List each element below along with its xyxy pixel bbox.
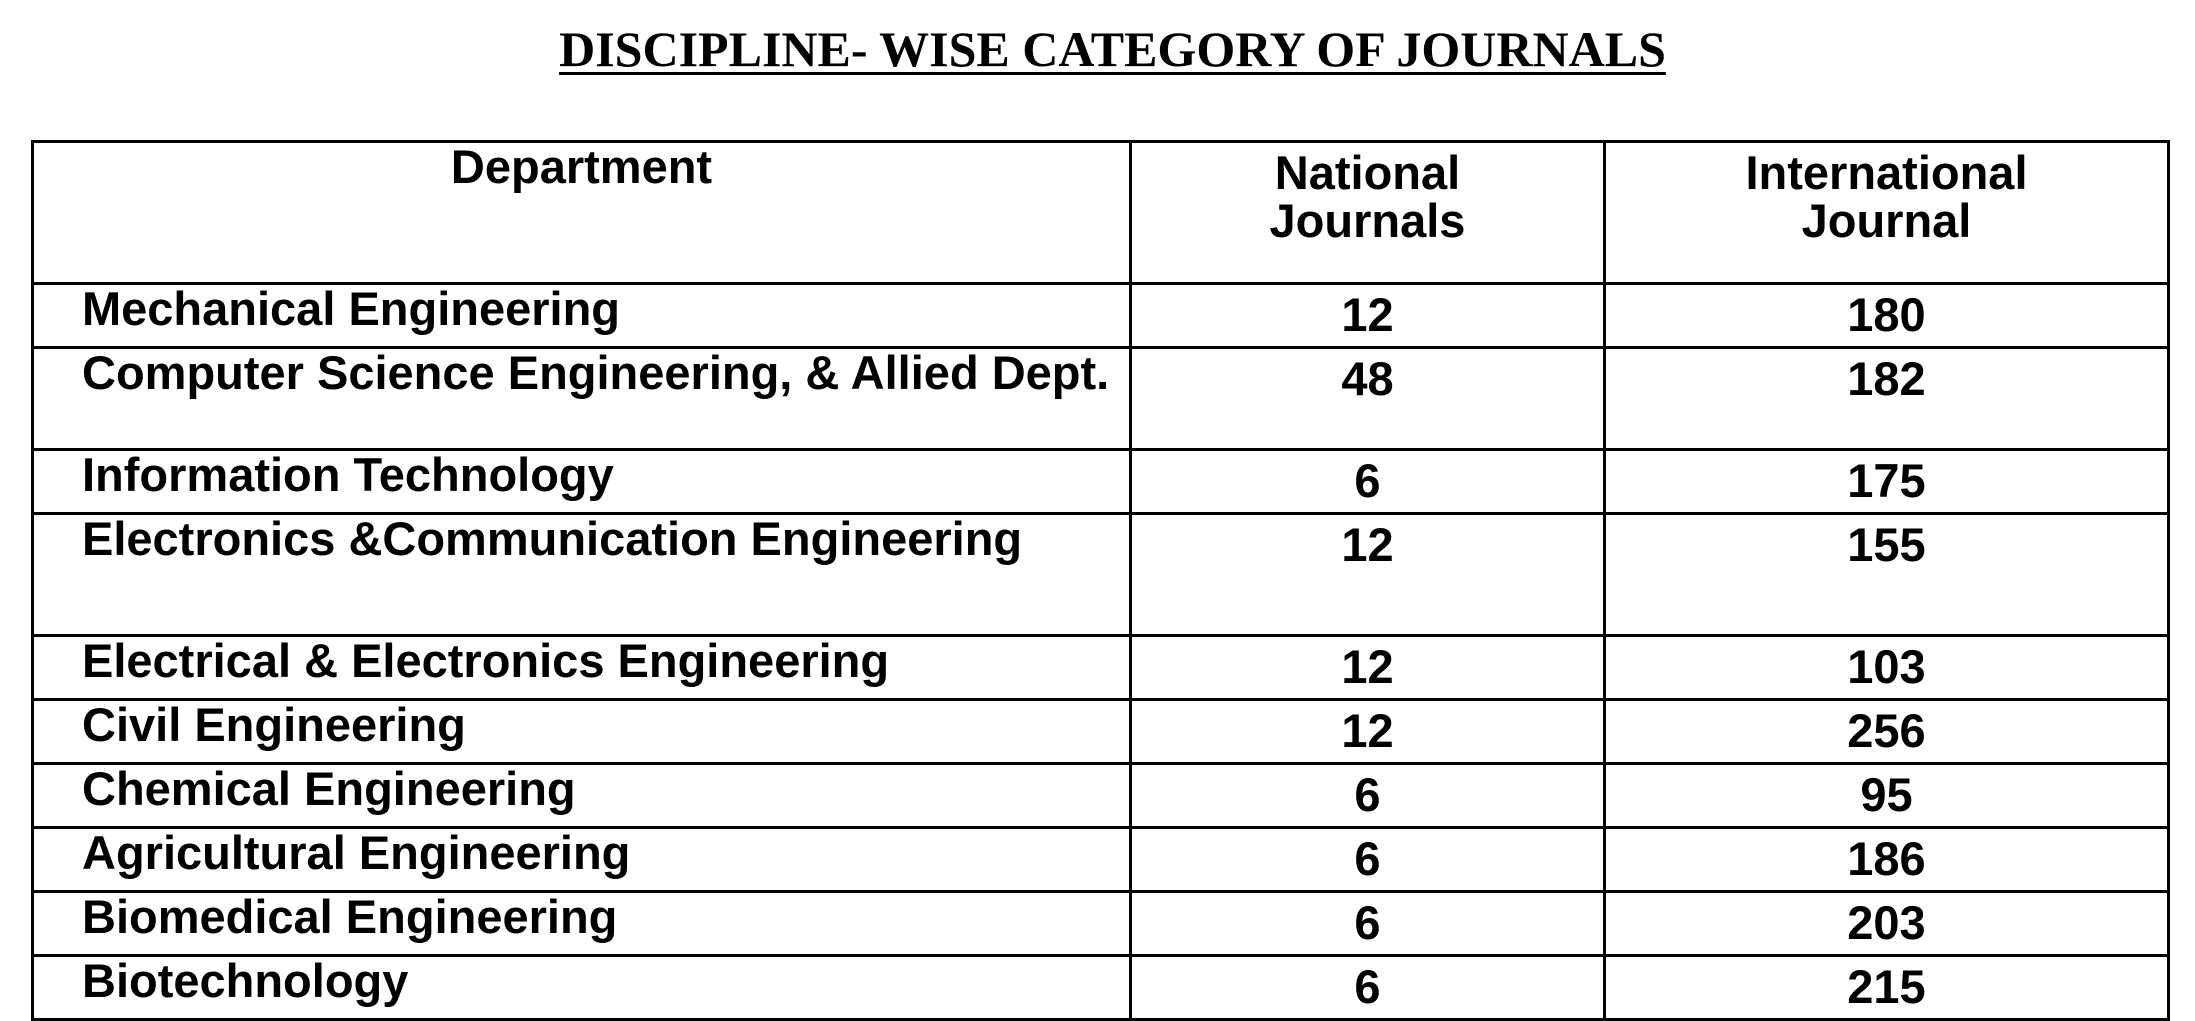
- table-row: [33, 700, 2169, 764]
- international-count-cell: 103: [1605, 636, 2169, 700]
- international-count-cell: 186: [1605, 828, 2169, 892]
- department-cell: Civil Engineering: [33, 700, 1131, 764]
- table-row: [33, 450, 2169, 514]
- national-count-cell: 6: [1131, 956, 1605, 1020]
- international-count-cell: 182: [1605, 348, 2169, 450]
- table-row: [33, 956, 2169, 1020]
- header-national-journals: [1131, 142, 1605, 284]
- table-row: [33, 892, 2169, 956]
- national-count-cell: 12: [1131, 514, 1605, 636]
- header-international-journal: [1605, 142, 2169, 284]
- international-count-cell: 256: [1605, 700, 2169, 764]
- header-national-line1: National: [1274, 146, 1461, 199]
- journals-table: [31, 140, 2170, 1021]
- national-count-cell: 6: [1131, 828, 1605, 892]
- header-row: [33, 142, 2169, 284]
- header-department-label: Department: [450, 141, 713, 193]
- table-row: [33, 514, 2169, 636]
- department-cell: Biomedical Engineering: [33, 892, 1131, 956]
- department-cell: Computer Science Engineering, & Allied Dept.: [33, 348, 1131, 450]
- table-row: [33, 764, 2169, 828]
- national-count-cell: 12: [1131, 636, 1605, 700]
- table-row: [33, 636, 2169, 700]
- national-count-cell: 12: [1131, 284, 1605, 348]
- header-national-line2: Journals: [1269, 194, 1466, 247]
- international-count-cell: 155: [1605, 514, 2169, 636]
- national-count-cell: 6: [1131, 892, 1605, 956]
- department-cell: Information Technology: [33, 450, 1131, 514]
- international-count-cell: 180: [1605, 284, 2169, 348]
- department-cell: Chemical Engineering: [33, 764, 1131, 828]
- department-cell: Agricultural Engineering: [33, 828, 1131, 892]
- department-cell: Mechanical Engineering: [33, 284, 1131, 348]
- international-count-cell: 95: [1605, 764, 2169, 828]
- department-cell: Electronics &Communication Engineering: [33, 514, 1131, 636]
- header-department: [33, 142, 1131, 284]
- international-count-cell: 215: [1605, 956, 2169, 1020]
- document-title: DISCIPLINE- WISE CATEGORY OF JOURNALS: [559, 21, 1666, 77]
- department-cell: Electrical & Electronics Engineering: [33, 636, 1131, 700]
- table-body: [33, 284, 2169, 1020]
- national-count-cell: 12: [1131, 700, 1605, 764]
- national-count-cell: 48: [1131, 348, 1605, 450]
- national-count-cell: 6: [1131, 764, 1605, 828]
- header-international-line1: International: [1745, 146, 2028, 199]
- table-row: [33, 348, 2169, 450]
- table-row: [33, 828, 2169, 892]
- national-count-cell: 6: [1131, 450, 1605, 514]
- table-row: [33, 284, 2169, 348]
- department-cell: Biotechnology: [33, 956, 1131, 1020]
- header-international-line2: Journal: [1801, 194, 1972, 247]
- international-count-cell: 175: [1605, 450, 2169, 514]
- international-count-cell: 203: [1605, 892, 2169, 956]
- table-header: [33, 142, 2169, 284]
